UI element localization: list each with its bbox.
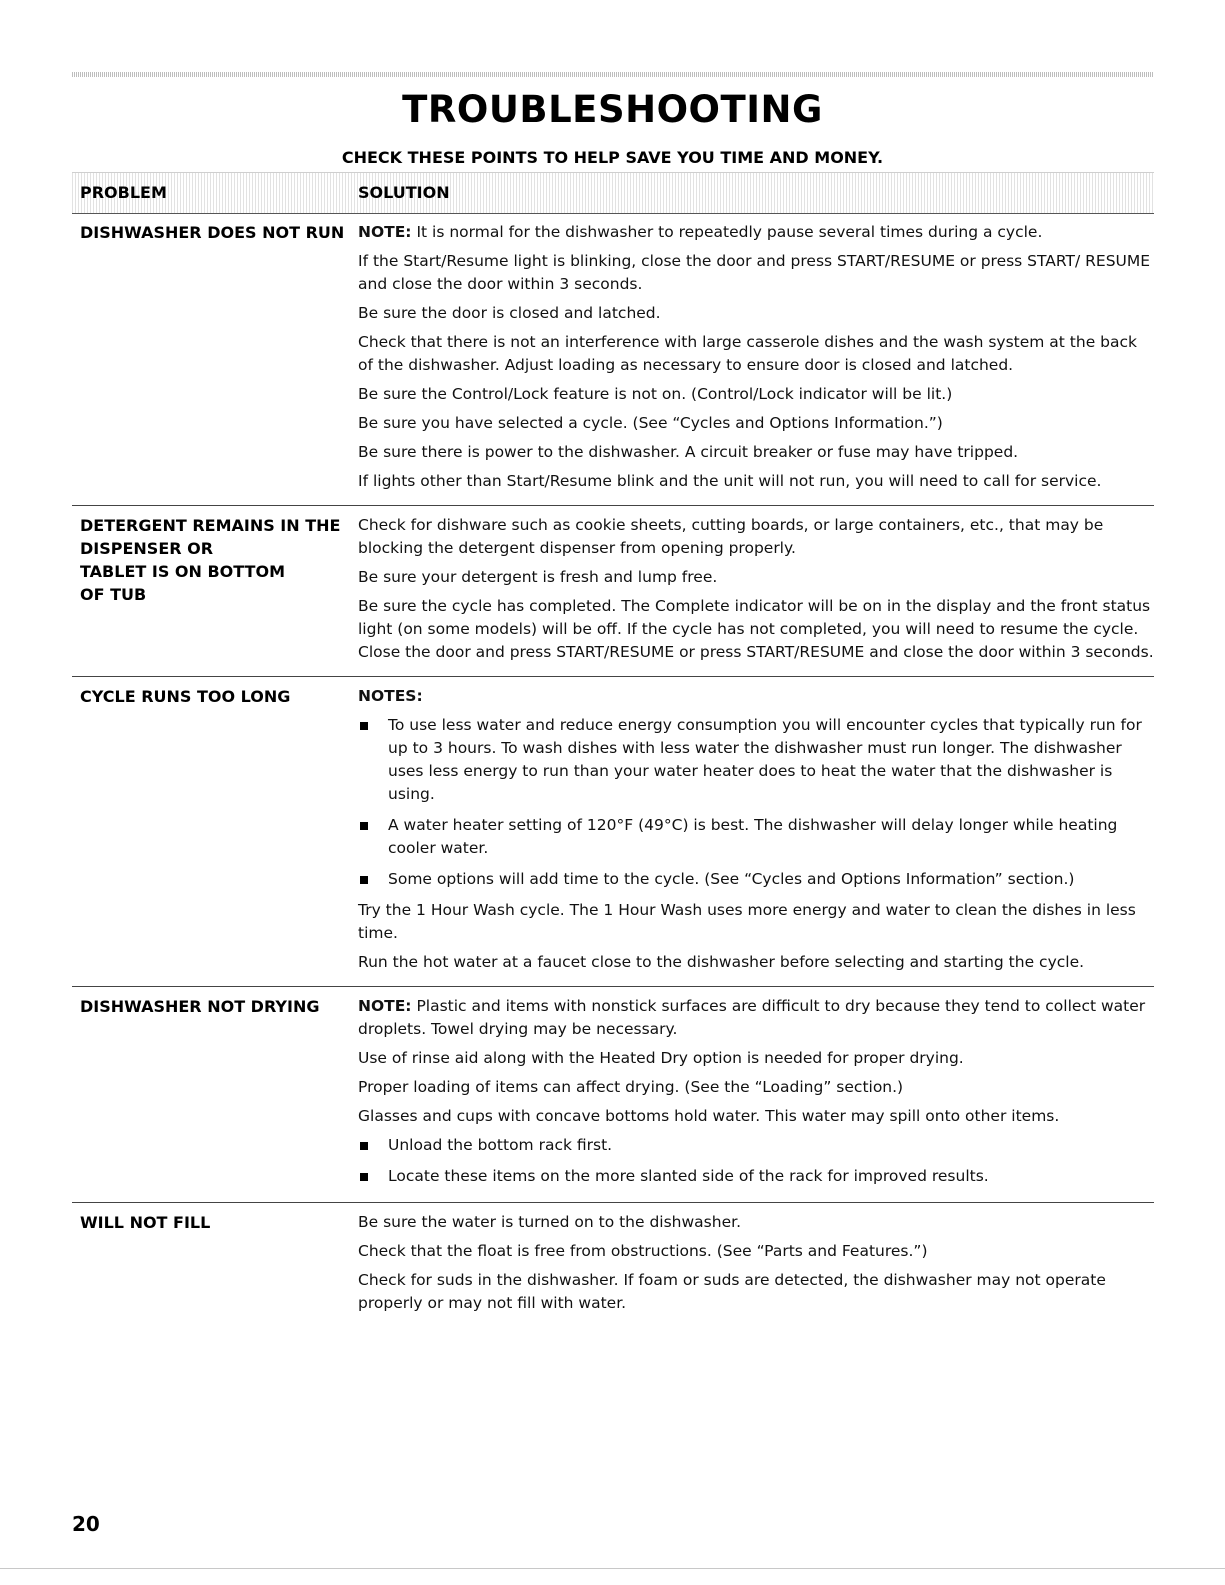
bullet-square-icon: [358, 868, 388, 891]
solution-paragraph: [358, 1076, 1154, 1099]
solution-text: If lights other than Start/Resume blink and the unit will not run, you will need to call for service.: [358, 472, 1102, 490]
header-problem: PROBLEM: [80, 183, 167, 202]
page-subtitle: CHECK THESE POINTS TO HELP SAVE YOU TIME AND MONEY.: [341, 148, 884, 167]
problem-text: WILL NOT FILL: [80, 1213, 211, 1232]
solution-cell: [350, 213, 1154, 505]
solution-text: Glasses and cups with concave bottoms hold water. This water may spill onto other items.: [358, 1107, 1060, 1125]
solution-text: Check that there is not an interference with large casserole dishes and the wash system at the back of the dishwasher. Adjust loading as necessary to ensure door is closed and latched.: [358, 333, 1138, 374]
solution-cell: [350, 1203, 1154, 1327]
solution-paragraph: [358, 250, 1154, 296]
solution-paragraph: [358, 1047, 1154, 1070]
solution-text: Check for dishware such as cookie sheets, cutting boards, or large containers, etc., that may be blocking the detergent dispenser from opening properly.: [358, 516, 1104, 557]
bullet-square-icon: [358, 1165, 388, 1188]
table-row: [72, 1202, 1154, 1327]
table-row: [72, 213, 1154, 505]
solution-paragraph: [358, 514, 1154, 560]
solution-text: Be sure your detergent is fresh and lump free.: [358, 568, 718, 586]
solution-paragraph: [358, 441, 1154, 464]
solution-text: Use of rinse aid along with the Heated Dry option is needed for proper drying.: [358, 1049, 964, 1067]
solution-paragraph: [358, 685, 1154, 708]
solution-text: Be sure the cycle has completed. The Complete indicator will be on in the display and the front status light (on some models) will be off. If the cycle has not completed, you will need to resume the cycle. Close the door and press START/RESUME or press START/RESUME and close the door within 3 seconds.: [358, 597, 1154, 661]
bullet-item: [358, 814, 1154, 860]
problem-cell: [72, 213, 350, 505]
solution-text: Be sure you have selected a cycle. (See “Cycles and Options Information.”): [358, 414, 943, 432]
solution-paragraph: [358, 221, 1154, 244]
solution-text: It is normal for the dishwasher to repeatedly pause several times during a cycle.: [411, 223, 1043, 241]
solution-paragraph: [358, 383, 1154, 406]
bullet-text: Some options will add time to the cycle. (See “Cycles and Options Information” section.): [388, 870, 1075, 888]
problem-text: CYCLE RUNS TOO LONG: [80, 687, 291, 706]
solution-paragraph: [358, 302, 1154, 325]
problem-cell: [72, 506, 350, 676]
bullet-text: Locate these items on the more slanted side of the rack for improved results.: [388, 1167, 989, 1185]
bullet-square-icon: [358, 714, 388, 806]
bullet-square-icon: [358, 814, 388, 860]
solution-text: Check for suds in the dishwasher. If foam or suds are detected, the dishwasher may not operate properly or may not fill with water.: [358, 1271, 1106, 1312]
solution-paragraph: [358, 595, 1154, 664]
solution-paragraph: [358, 1269, 1154, 1315]
solution-paragraph: [358, 951, 1154, 974]
bullet-item: [358, 714, 1154, 806]
solution-cell: [350, 506, 1154, 676]
bullet-item: [358, 1134, 1154, 1157]
solution-text: Try the 1 Hour Wash cycle. The 1 Hour Wash uses more energy and water to clean the dishes in less time.: [358, 901, 1136, 942]
solution-text: Be sure the Control/Lock feature is not on. (Control/Lock indicator will be lit.): [358, 385, 953, 403]
bullet-text: Unload the bottom rack first.: [388, 1136, 613, 1154]
problem-text: TABLET IS ON BOTTOM: [80, 562, 285, 581]
solution-paragraph: [358, 470, 1154, 493]
solution-text: If the Start/Resume light is blinking, close the door and press START/RESUME or press START/ RESUME and close the door within 3 seconds.: [358, 252, 1151, 293]
note-label: NOTE:: [358, 223, 412, 241]
table-row: [72, 986, 1154, 1202]
troubleshooting-table: [72, 213, 1154, 1327]
table-row: [72, 505, 1154, 676]
solution-text: Plastic and items with nonstick surfaces are difficult to dry because they tend to collect water droplets. Towel drying may be necessary.: [358, 997, 1146, 1038]
problem-text: DISHWASHER DOES NOT RUN: [80, 223, 345, 242]
solution-paragraph: [358, 1105, 1154, 1128]
problem-cell: [72, 1203, 350, 1327]
problem-text: OF TUB: [80, 585, 147, 604]
bottom-rule: [0, 1568, 1225, 1569]
solution-cell: [350, 987, 1154, 1202]
solution-text: Be sure the door is closed and latched.: [358, 304, 661, 322]
solution-paragraph: [358, 331, 1154, 377]
solution-paragraph: [358, 1211, 1154, 1234]
solution-cell: [350, 677, 1154, 986]
problem-text: DISHWASHER NOT DRYING: [80, 997, 320, 1016]
problem-cell: [72, 677, 350, 986]
bullet-item: [358, 1165, 1154, 1188]
solution-text: Be sure there is power to the dishwasher. A circuit breaker or fuse may have tripped.: [358, 443, 1019, 461]
solution-paragraph: [358, 1240, 1154, 1263]
bullet-square-icon: [358, 1134, 388, 1157]
bullet-item: [358, 868, 1154, 891]
solution-paragraph: [358, 899, 1154, 945]
page-number: 20: [72, 1512, 100, 1536]
solution-paragraph: [358, 412, 1154, 435]
solution-text: Be sure the water is turned on to the dishwasher.: [358, 1213, 741, 1231]
solution-paragraph: [358, 995, 1154, 1041]
page-title: TROUBLESHOOTING: [402, 88, 823, 131]
note-label: NOTE:: [358, 997, 412, 1015]
solution-text: Proper loading of items can affect drying. (See the “Loading” section.): [358, 1078, 904, 1096]
note-label: NOTES:: [358, 687, 423, 705]
bullet-text: To use less water and reduce energy consumption you will encounter cycles that typically run for up to 3 hours. To wash dishes with less water the dishwasher must run longer. The dishwasher uses less energy to run than your water heater does to heat the water that the dishwasher is using.: [388, 716, 1142, 803]
table-row: [72, 676, 1154, 986]
table-header-band: [72, 172, 1154, 214]
header-solution: SOLUTION: [358, 183, 450, 202]
solution-text: Check that the float is free from obstructions. (See “Parts and Features.”): [358, 1242, 928, 1260]
problem-text: DISPENSER OR: [80, 539, 214, 558]
solution-text: Run the hot water at a faucet close to the dishwasher before selecting and starting the cycle.: [358, 953, 1085, 971]
problem-text: DETERGENT REMAINS IN THE: [80, 516, 341, 535]
problem-cell: [72, 987, 350, 1202]
top-rule: [72, 72, 1154, 77]
bullet-text: A water heater setting of 120°F (49°C) is best. The dishwasher will delay longer while heating cooler water.: [388, 816, 1118, 857]
solution-paragraph: [358, 566, 1154, 589]
